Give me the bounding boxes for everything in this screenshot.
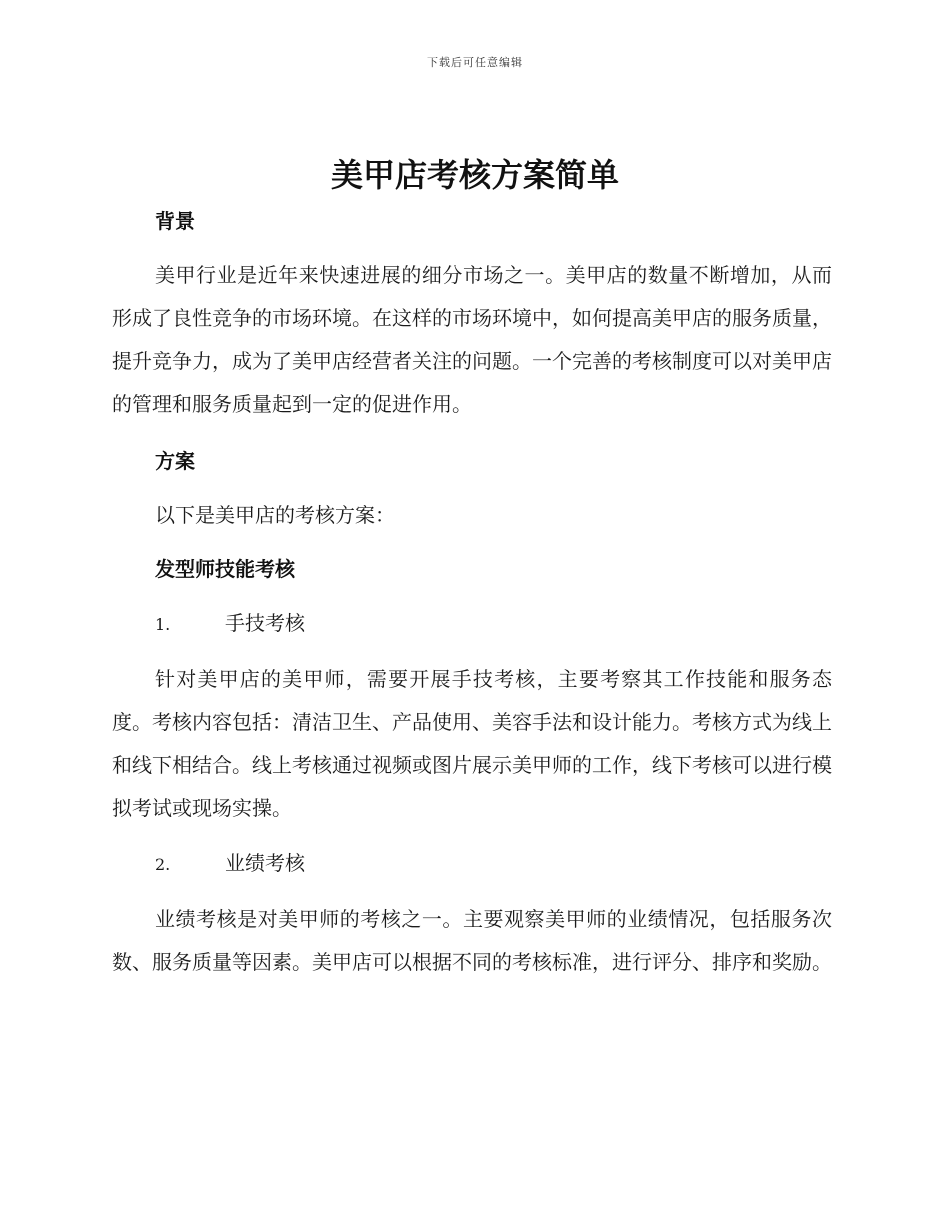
background-paragraph: 美甲行业是近年来快速进展的细分市场之一。美甲店的数量不断增加，从而形成了良性竞争的市场环境。在这样的市场环境中，如何提高美甲店的服务质量，提升竞争力，成为了美甲店经营者关注的问题。一个完善的考核制度可以对美甲店的管理和服务质量起到一定的促进作用。 bbox=[112, 263, 832, 416]
hand-skill-paragraph: 针对美甲店的美甲师，需要开展手技考核，主要考察其工作技能和服务态度。考核内容包括：清洁卫生、产品使用、美容手法和设计能力。考核方式为线上和线下相结合。线上考核通过视频或图片展示美甲师的工作，线下考核可以进行模拟考试或现场实操。 bbox=[112, 667, 832, 820]
plan-intro: 以下是美甲店的考核方案： bbox=[155, 503, 395, 527]
performance-paragraph: 业绩考核是对美甲师的考核之一。主要观察美甲师的业绩情况，包括服务次数、服务质量等因素。美甲店可以根据不同的考核标准，进行评分、排序和奖励。 bbox=[112, 907, 832, 974]
list-number: 1. bbox=[155, 615, 171, 634]
list-label: 业绩考核 bbox=[225, 851, 305, 875]
list-label: 手技考核 bbox=[225, 611, 305, 635]
list-item-hand-skill bbox=[112, 602, 832, 646]
background-heading: 背景 bbox=[155, 209, 195, 233]
skill-heading: 发型师技能考核 bbox=[155, 557, 295, 581]
list-number: 2. bbox=[155, 855, 171, 874]
list-item-performance bbox=[112, 842, 832, 886]
plan-heading: 方案 bbox=[155, 449, 195, 473]
document-body bbox=[112, 200, 832, 984]
header-note: 下载后可任意编辑 bbox=[427, 56, 523, 69]
document-title: 美甲店考核方案简单 bbox=[330, 156, 619, 194]
